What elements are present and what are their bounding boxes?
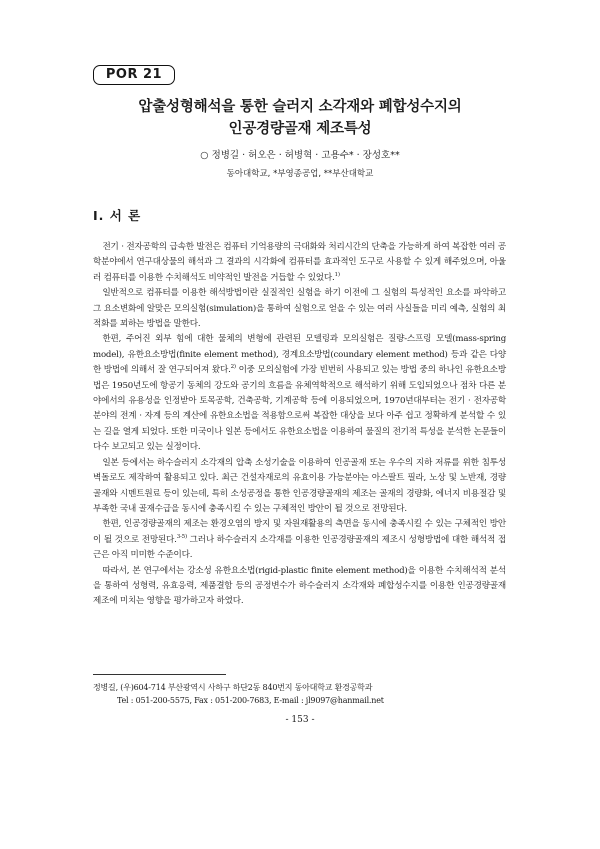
body-text (93, 240, 506, 610)
footnote-address: 정병길, (우)604-714 부산광역시 사하구 하단2동 840번지 동아대학교 환경공학과 (93, 683, 373, 692)
paragraph: 일본 등에서는 하수슬러지 소각재의 압축 소성기술을 이용하여 인공골재 또는 우수의 지하 저류를 위한 침투성 벽돌로도 제작하여 활용되고 있다. 최근 건설자재로의 유효이용 가능분야는 아스팔트 필라, 노상 및 노반재, 경량골재와 시멘트원료 등이 있는데, 특히 소성공정을 통한 인공경량골재의 제조는 골재의 경량화, 에너지 비용절감 및 부족한 국내 골재수급을 동시에 충족시킬 수 있는 구체적인 방안이 될 것으로 전망된다. (93, 457, 506, 514)
paragraph: 한편, 주어진 외부 힘에 대한 물체의 변형에 관련된 모델링과 모의실험은 질량-스프링 모델(mass-spring model), 유한요소방법(finite element method), 경계요소방법(coundary element method) 등과 같은 다양한 방법에 의해서 잘 연구되어져 왔다.$^{2)}$ 이중 모의실험에 가장 빈번히 사용되고 있는 방법 중의 하나인 유한요소방법은 1950년도에 항공기 동체의 강도와 공기의 흐름을 유체역학적으로 해석하기 위해 도입되었으나 점차 다른 분야에서의 유용성을 인정받아 토목공학, 건축공학, 기계공학 등에 이용되었으며, 1970년대부터는 전기 · 전자공학 분야의 전계 · 자계 등의 계산에 유한요소법을 적용함으로써 복잡한 대상을 보다 아주 쉽고 정확하게 분석할 수 있는 길을 열게 되었다. 또한 미국이나 일본 등에서도 유한요소법을 이용하여 물질의 전기적 특성을 분석한 논문들이 다수 보고되고 있는 실정이다. (93, 334, 506, 453)
title-line-2: 인공경량골재 제조특성 (228, 121, 372, 137)
paragraph: 따라서, 본 연구에서는 강소성 유한요소법(rigid-plastic finite element method)을 이용한 수치해석적 분석을 통하여 성형력, 유효응력, 제품결함 등의 공정변수가 하수슬러지 소각재와 폐합성수지를 이용한 인공경량골재 제조에 미치는 영향을 평가하고자 하였다. (93, 565, 506, 607)
footnote (93, 682, 513, 707)
section-heading: I. 서 론 (93, 208, 142, 223)
session-tag: POR 21 (93, 65, 175, 85)
authors: ○ 정병길 · 허오은 · 허병혁 · 고용수* · 장성호** (200, 150, 400, 161)
paragraph: 전기 · 전자공학의 급속한 발전은 컴퓨터 기억용량의 극대화와 처리시간의 단축을 가능하게 하여 복잡한 여러 공학분야에서 연구대상물의 해석과 그 결과의 시각화에 컴퓨터를 효과적인 도구로 사용할 수 있게 해주었으며, 아울러 컴퓨터를 이용한 수치해석도 비약적인 발전을 거듭할 수 있었다.$^{1)}$ (93, 242, 506, 283)
affiliations: 동아대학교, *부영종공업, **부산대학교 (226, 169, 374, 179)
title-line-1: 압출성형해석을 통한 슬러지 소각재와 폐합성수지의 (138, 99, 462, 115)
paragraph: 한편, 인공경량골재의 제조는 환경오염의 방지 및 자원재활용의 측면을 동시에 충족시킬 수 있는 구체적인 방안이 될 것으로 전망된다.$^{3-5)}$ 그러나 하수슬러지 소각재를 이용한 인공경량골재의 제조시 성형방법에 대한 해석적 접근은 아직 미미한 수준이다. (93, 519, 506, 561)
footnote-contact: Tel : 051-200-5575, Fax : 051-200-7683, E-mail : jl9097@hanmail.net (117, 695, 384, 705)
footnote-divider (93, 674, 226, 675)
page-number: - 153 - (285, 715, 315, 725)
paragraph: 일반적으로 컴퓨터를 이용한 해석방법이란 실질적인 실험을 하기 이전에 그 실험의 특성적인 요소를 파악하고 그 요소변화에 알맞은 모의실험(simulation)을 통하여 실험으로 얻을 수 있는 여러 사실들을 미리 예측, 실험의 최적화를 꾀하는 방법을 말한다. (93, 288, 506, 330)
